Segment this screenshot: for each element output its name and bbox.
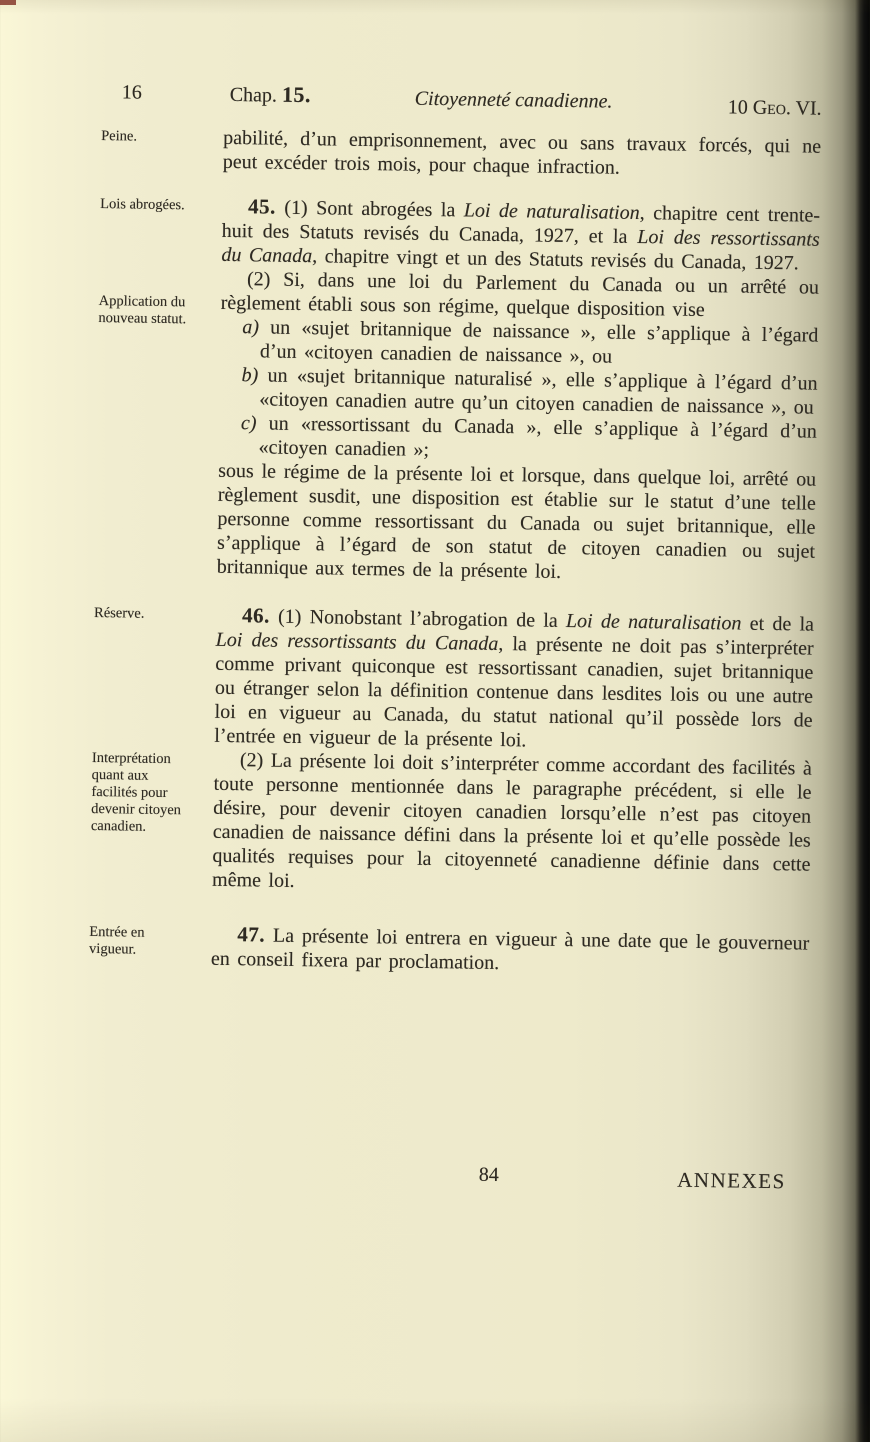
section-46-para-1 (214, 603, 814, 757)
section-45-para-2: (2) Si, dans une loi du Parlement du Canada ou un arrêté ou règlement établi sous son régime, quelque disposition vise (220, 268, 820, 321)
regnal-suffix: VI. (790, 97, 822, 120)
body-section-46-1 (214, 603, 814, 757)
block-penalty (97, 124, 822, 183)
block-section-46-2 (86, 746, 812, 901)
margin-note-reserve: Réserve. (93, 604, 145, 622)
margin-note-entree-en-vigueur: Entrée en vigueur. (88, 923, 145, 958)
law-title-ressortissants: Loi des ressortissants du Canada (221, 225, 820, 268)
paragraph-penalty-continuation: pabilité, d’un emprisonnement, avec ou sans travaux forcés, qui ne peut excéder trois mois, pour chaque infraction. (222, 126, 822, 179)
page-header (98, 78, 822, 120)
footer-page-number: 84 (478, 1163, 499, 1187)
margin-note-entree-wrap (85, 920, 212, 960)
regnal-name-smallcaps: Geo. (752, 96, 792, 120)
margin-note-reserve-wrap (90, 601, 216, 624)
regnal-number: 10 (727, 96, 753, 119)
margin-note-lois-abrogees: Lois abrogées. (100, 196, 185, 214)
section-46-para-2: (2) La présente loi doit s’interpréter comme accordant des facilités à toute personne mentionnée dans le paragraphe précédent, si elle le désire, pour devenir citoyen canadien lorsqu’elle n’est pas citoyen canadien de naissance défini dans la présente loi et qu’elle possède les qualités requises pour la citoyenneté canadienne définie dans cette même loi. (211, 749, 813, 892)
section-45-number: 45. (247, 194, 277, 219)
section-45-text: (1) Sont abrogées la (275, 196, 464, 222)
law-title-naturalisation: Loi de naturalisation (463, 199, 640, 225)
section-46-text-mid: et de la (741, 612, 815, 636)
clause-a-text: un «sujet britannique de naissance », elle s’applique à l’égard d’un «citoyen canadien de naissance », ou (259, 316, 819, 368)
clause-b-label: b) (241, 364, 259, 387)
header-running-title: Citoyenneté canadienne. (414, 87, 613, 113)
block-section-47 (85, 920, 810, 980)
body-section-45 (217, 194, 821, 588)
block-section-46-1 (88, 601, 814, 757)
page-footer (208, 1159, 806, 1196)
margin-note-label: Peine. (101, 128, 138, 145)
margin-note-application: Application du nouveau statut. (98, 293, 187, 328)
clause-c-label: c) (240, 412, 257, 435)
header-chapter-label: Chap. (229, 83, 283, 107)
body-section-46-2 (212, 748, 812, 901)
footer-annexes-label: ANNEXES (677, 1167, 786, 1194)
section-45-text-mid: , chapitre cent trente-huit des Statuts revisés du Canada, 1927, et la (221, 202, 821, 248)
clause-b-text: un «sujet britannique naturalisé », elle s’applique à l’égard d’un «citoyen canadien autre qu’un citoyen canadien de naissance », ou (259, 364, 818, 419)
margin-note-peine (97, 124, 223, 147)
header-page-number: 16 (121, 81, 142, 104)
block-section-45 (91, 192, 821, 588)
law-title-naturalisation-2: Loi de naturalisation (565, 609, 742, 635)
header-regnal-year (728, 95, 822, 120)
clause-a-label: a) (242, 316, 260, 339)
section-47-text: La présente loi entrera en vigueur à une date que le gouverneur en conseil fixera par proclamation. (210, 924, 810, 975)
section-45-text-end: , chapitre vingt et un des Statuts revisés du Canada, 1927. (312, 245, 799, 275)
section-46-text-end: , la présente ne doit pas s’interpréter comme privant quiconque est ressortissant canadien, sujet britannique ou étranger selon la définition contenue dans lesdites lois ou une autre loi en vigueur au Canada, du statut national qu’il possède lors de l’entrée en vigueur de la présente loi. (214, 632, 814, 752)
section-47-number: 47. (237, 922, 266, 947)
margin-note-interpretation: Interprétation quant aux facilités pour devenir citoyen canadien. (90, 749, 182, 835)
margin-note-interpretation-wrap (87, 746, 214, 837)
header-chapter (230, 82, 312, 108)
section-46-number: 46. (241, 603, 271, 628)
section-47-para (211, 922, 810, 980)
clause-c (218, 411, 817, 468)
law-title-ressortissants-2: Loi des ressortissants du Canada (215, 628, 499, 655)
body-section-47 (211, 922, 810, 980)
section-45-closing: sous le régime de la présente loi et lorsque, dans quelque loi, arrêté ou règlement susdit, une disposition est établie sur le statut d’une telle personne comme ressortissant du Canada ou sujet britannique, elle s’applique à l’égard de son statut de citoyen canadien ou sujet britannique aux termes de la présente loi. (216, 459, 817, 583)
section-45-para-1 (221, 194, 820, 276)
margin-notes-section-45 (94, 192, 222, 329)
clause-a (220, 315, 819, 372)
clause-c-text: un «ressortissant du Canada », elle s’applique à l’égard d’un «citoyen canadien »; (258, 412, 818, 461)
header-chapter-number: 15. (281, 81, 312, 108)
body-penalty (223, 126, 822, 183)
section-46-text: (1) Nonobstant l’abrogation de la (269, 605, 567, 632)
